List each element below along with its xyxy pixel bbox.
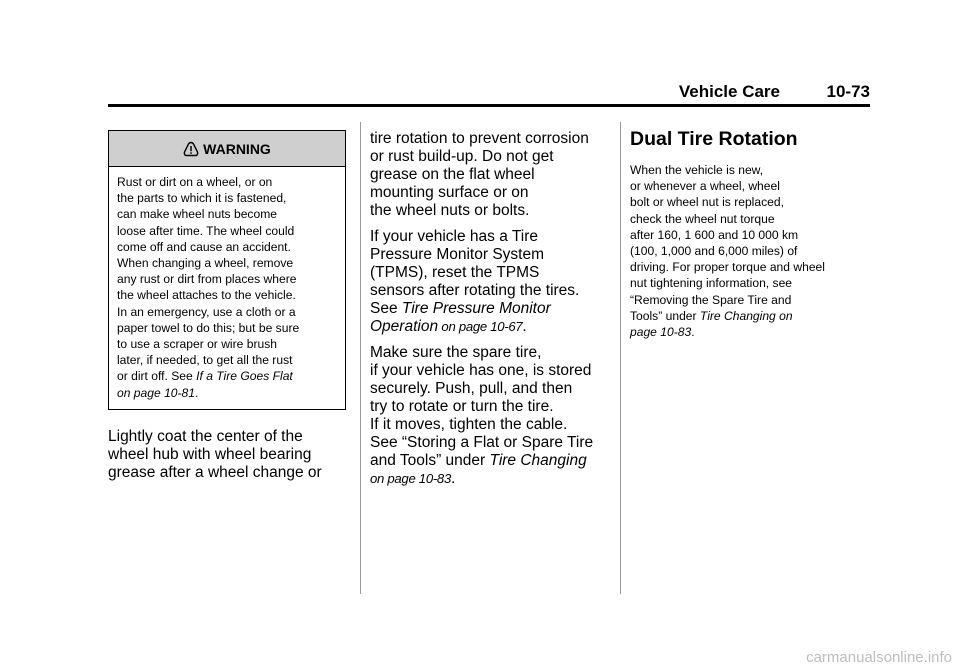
paragraph-spare-tire: [370, 344, 615, 488]
text-line: after 160, 1 600 and 10 000 km: [630, 227, 799, 242]
warning-see-text: or dirt off. See: [117, 369, 197, 384]
text-line: [370, 300, 615, 318]
text-line: or rust build-up. Do not get: [370, 148, 554, 165]
under-text: Tools” under: [630, 308, 700, 323]
text-line: [370, 318, 615, 336]
warning-line: [117, 368, 337, 384]
paragraph-rust-prevention: [370, 130, 615, 220]
text-line: Lightly coat the center of the: [108, 428, 303, 445]
page-number: 10-73: [826, 82, 870, 101]
column-divider-1: [360, 122, 361, 594]
tire-changing-page-reference[interactable]: on page 10-83: [370, 471, 451, 486]
text-line: If it moves, tighten the cable.: [370, 416, 568, 433]
period: .: [522, 318, 527, 335]
period: .: [450, 470, 456, 487]
warning-icon: [183, 141, 199, 157]
text-line: (TPMS), reset the TPMS: [370, 264, 540, 281]
text-line: Make sure the spare tire,: [370, 344, 542, 361]
text-line: wheel hub with wheel bearing: [108, 446, 312, 463]
warning-line: later, if needed, to get all the rust: [117, 353, 293, 368]
text-line: securely. Push, pull, and then: [370, 380, 573, 397]
text-line: mounting surface or on: [370, 184, 529, 201]
warning-line: paper towel to do this; but be sure: [117, 320, 300, 335]
under-text: and Tools” under: [370, 452, 490, 469]
section-title: Vehicle Care: [678, 82, 780, 101]
tpms-cross-reference-cont[interactable]: Operation: [370, 318, 439, 335]
warning-line: can make wheel nuts become: [117, 207, 277, 222]
header-rule: [108, 104, 870, 107]
watermark: carmanualsonline.info: [806, 649, 952, 666]
tire-changing-cross-reference[interactable]: Tire Changing on: [699, 308, 793, 323]
warning-box: [108, 130, 346, 410]
warning-period: .: [195, 385, 199, 400]
text-line: try to rotate or turn the tire.: [370, 398, 554, 415]
column-3: [630, 128, 870, 340]
warning-line: the parts to which it is fastened,: [117, 191, 287, 206]
warning-page-reference[interactable]: on page 10-81: [117, 385, 196, 400]
text-line: sensors after rotating the tires.: [370, 282, 580, 299]
warning-line: [117, 385, 337, 401]
text-line: if your vehicle has one, is stored: [370, 362, 592, 379]
text-line: [630, 324, 870, 340]
warning-body: [109, 167, 345, 401]
column-2: [370, 130, 615, 496]
warning-title: WARNING: [203, 140, 271, 157]
column-divider-2: [620, 122, 621, 594]
warning-line: any rust or dirt from places where: [117, 272, 297, 287]
text-line: check the wheel nut torque: [630, 211, 775, 226]
text-line: grease on the flat wheel: [370, 166, 535, 183]
tire-changing-page-reference[interactable]: page 10-83: [630, 325, 692, 340]
text-line: bolt or wheel nut is replaced,: [630, 195, 784, 210]
warning-line: to use a scraper or wire brush: [117, 337, 277, 352]
text-line: nut tightening information, see: [630, 276, 793, 291]
warning-line: the wheel attaches to the vehicle.: [117, 288, 296, 303]
text-line: [370, 452, 615, 470]
text-line: If your vehicle has a Tire: [370, 228, 538, 245]
warning-line: Rust or dirt on a wheel, or on: [117, 175, 273, 189]
warning-cross-reference[interactable]: If a Tire Goes Flat: [196, 369, 293, 384]
warning-line: loose after time. The wheel could: [117, 223, 295, 238]
text-line: tire rotation to prevent corrosion: [370, 130, 589, 147]
tire-changing-cross-reference[interactable]: Tire Changing: [489, 452, 587, 469]
text-line: “Removing the Spare Tire and: [630, 292, 792, 307]
text-line: the wheel nuts or bolts.: [370, 202, 530, 219]
dual-tire-paragraph: [630, 162, 870, 340]
paragraph-tpms: [370, 228, 615, 336]
text-line: See “Storing a Flat or Spare Tire: [370, 434, 594, 451]
warning-line: come off and cause an accident.: [117, 239, 291, 254]
text-line: [370, 470, 615, 488]
warning-header: [109, 131, 345, 167]
page-header: [108, 82, 870, 102]
text-line: grease after a wheel change or: [108, 464, 322, 481]
text-line: Pressure Monitor System: [370, 246, 544, 263]
text-line: [630, 308, 870, 324]
period: .: [691, 325, 695, 340]
column-1-paragraph: [108, 428, 348, 482]
text-line: or whenever a wheel, wheel: [630, 179, 780, 194]
text-line: driving. For proper torque and wheel: [630, 260, 825, 275]
warning-line: When changing a wheel, remove: [117, 256, 294, 271]
warning-line: In an emergency, use a cloth or a: [117, 304, 296, 319]
text-line: (100, 1,000 and 6,000 miles) of: [630, 244, 798, 259]
tpms-cross-reference[interactable]: Tire Pressure Monitor: [401, 300, 551, 317]
see-text: See: [370, 300, 402, 317]
section-heading: Dual Tire Rotation: [630, 128, 798, 150]
text-line: When the vehicle is new,: [630, 163, 764, 177]
tpms-page-reference[interactable]: on page 10-67: [438, 319, 523, 334]
